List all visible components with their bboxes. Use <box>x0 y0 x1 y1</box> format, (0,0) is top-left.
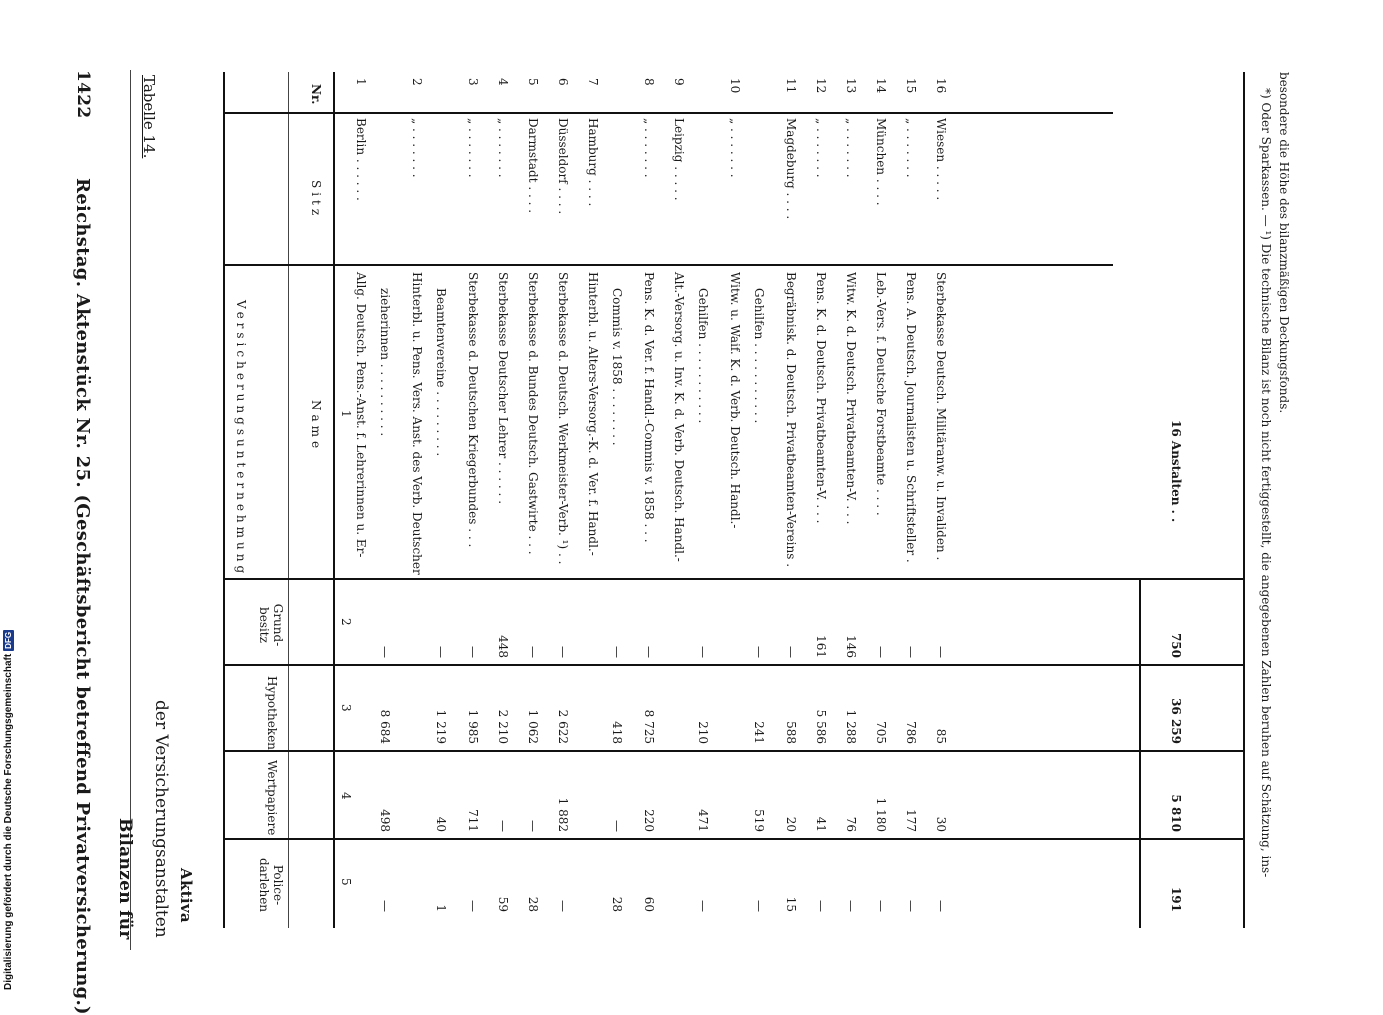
sep-sitz-name <box>225 264 1113 266</box>
row-sitz: Hamburg . . . . <box>586 118 600 207</box>
row-name-line-1: Pens. K. d. Deutsch. Privatbeamten-V. . . . <box>814 272 828 524</box>
sep-nr-sitz <box>225 112 1113 114</box>
row-nr: 3 <box>466 78 480 86</box>
col-3-number: 3 <box>339 704 353 712</box>
row-policedarlehen: — <box>696 900 710 912</box>
row-nr: 10 <box>728 78 742 94</box>
col-grund-header: Grund-besitz <box>257 603 285 647</box>
sep-grund-hyp <box>225 664 1243 666</box>
row-name-line-1: Sterbekasse d. Bundes Deutsch. Gastwirte . . . <box>526 272 540 555</box>
row-grundbesitz: — <box>874 646 888 658</box>
row-name-line-1: Sterbekasse Deutscher Lehrer . . . . . . <box>496 272 510 505</box>
row-hypotheken: 85 <box>934 728 948 744</box>
row-hypotheken: 8 684 <box>378 709 392 744</box>
row-name-line-1: Sterbekasse d. Deutsch. Werkmeister-Verb. ¹) . . <box>556 272 570 565</box>
row-grundbesitz: — <box>934 646 948 658</box>
row-nr: 1 <box>354 78 368 86</box>
total-pol: 191 <box>1169 886 1183 912</box>
row-wertpapiere: 40 <box>434 816 448 832</box>
subtitle-right-2: der Versicherungsanstalten <box>151 700 171 938</box>
row-policedarlehen: 28 <box>526 896 540 912</box>
page-number: 1422 <box>73 70 93 119</box>
row-hypotheken: 705 <box>874 721 888 744</box>
row-nr: 2 <box>410 78 424 86</box>
row-hypotheken: 8 725 <box>642 709 656 744</box>
row-nr: 8 <box>642 78 656 86</box>
col-1-number: 1 <box>339 410 353 418</box>
row-grundbesitz: — <box>526 646 540 658</box>
row-nr: 4 <box>496 78 510 86</box>
row-name-line-1: Pens. K. d. Ver. f. Handl.-Commis v. 1858 . . . <box>642 272 656 543</box>
table-label: Tabelle 14. <box>140 75 158 159</box>
row-sitz: „ . . . . . . . <box>728 118 742 178</box>
row-sitz: Leipzig . . . . . <box>672 118 686 201</box>
row-sitz: Darmstadt . . . . <box>526 118 540 214</box>
row-name-line-1: Witw. K. d. Deutsch. Privatbeamten-V. . . . <box>844 272 858 525</box>
row-wertpapiere: 519 <box>752 809 766 832</box>
row-hypotheken: 588 <box>784 721 798 744</box>
row-hypotheken: 786 <box>904 721 918 744</box>
row-grundbesitz: 448 <box>496 635 510 658</box>
row-nr: 12 <box>814 78 828 94</box>
row-grundbesitz: — <box>434 646 448 658</box>
row-hypotheken: 418 <box>610 721 624 744</box>
total-rule <box>1139 578 1141 928</box>
dfg-logo: DFG <box>4 631 13 649</box>
total-label: 16 Anstalten . . <box>1169 420 1183 523</box>
row-policedarlehen: — <box>934 900 948 912</box>
row-grundbesitz: — <box>610 646 624 658</box>
row-grundbesitz: — <box>466 646 480 658</box>
row-sitz: „ . . . . . . . <box>904 118 918 178</box>
footnote-line-1: *) Oder Sparkassen. — ¹) Die technische Bilanz ist noch nicht fertiggestellt, die angegebenen Zahlen beruhen auf Schätzung, ins- <box>1259 88 1273 878</box>
row-policedarlehen: — <box>556 900 570 912</box>
row-wertpapiere: 498 <box>378 809 392 832</box>
table-bottom-rule <box>1243 72 1245 928</box>
row-policedarlehen: — <box>814 900 828 912</box>
row-wertpapiere: — <box>610 820 624 832</box>
row-hypotheken: 1 219 <box>434 709 448 744</box>
col-2-number: 2 <box>339 618 353 626</box>
row-name-line-1: Alt.-Versorg. u. Inv. K. d. Verb. Deutsch. Handl.- <box>672 272 686 562</box>
row-name-line-1: Hinterbl. u. Alters-Versorg.-K. d. Ver. f. Handl.- <box>586 272 600 556</box>
row-wertpapiere: 76 <box>844 816 858 832</box>
row-wertpapiere: — <box>526 820 540 832</box>
row-policedarlehen: — <box>874 900 888 912</box>
row-name-line-2: Gehilfen . . . . . . . . . . . <box>696 288 710 424</box>
row-wertpapiere: — <box>496 820 510 832</box>
row-sitz: München . . . . <box>874 118 888 206</box>
group-header: Versicherungsunternehmung <box>234 300 248 578</box>
col-pol-header: Police-darlehen <box>257 857 285 913</box>
row-nr: 5 <box>526 78 540 86</box>
row-name-line-2: Gehilfen . . . . . . . . . . . <box>752 288 766 424</box>
total-grund: 750 <box>1169 632 1183 658</box>
page-title: Reichstag. Aktenstück Nr. 25. (Geschäftsbericht betreffend Privatversicherung.) <box>72 178 93 1015</box>
row-policedarlehen: 1 <box>434 904 448 912</box>
row-name-line-1: Pens. A. Deutsch. Journalisten u. Schriftsteller . <box>904 272 918 563</box>
row-nr: 7 <box>586 78 600 86</box>
col-5-number: 5 <box>339 878 353 886</box>
row-name-line-1: Begräbnisk. d. Deutsch. Privatbeamten-Vereins . <box>784 272 798 568</box>
row-wertpapiere: 220 <box>642 809 656 832</box>
row-sitz: Berlin . . . . . . <box>354 118 368 201</box>
credit-text: Digitalisierung gefördert durch die Deutsche Forschungsgemeinschaft <box>3 653 14 990</box>
row-policedarlehen: 15 <box>784 896 798 912</box>
col-4-number: 4 <box>339 792 353 800</box>
digitization-credit <box>3 630 14 990</box>
row-nr: 15 <box>904 78 918 94</box>
section-aktiva: Aktiva <box>177 868 195 923</box>
row-policedarlehen: 60 <box>642 896 656 912</box>
row-grundbesitz: — <box>378 646 392 658</box>
row-wertpapiere: 471 <box>696 809 710 832</box>
row-hypotheken: 5 586 <box>814 709 828 744</box>
row-policedarlehen: — <box>752 900 766 912</box>
row-grundbesitz: — <box>642 646 656 658</box>
row-nr: 14 <box>874 78 888 94</box>
row-hypotheken: 241 <box>752 721 766 744</box>
row-hypotheken: 210 <box>696 721 710 744</box>
row-grundbesitz: — <box>556 646 570 658</box>
subtitle-right-1: Bilanzen für <box>115 818 135 940</box>
row-nr: 11 <box>784 78 798 94</box>
col-hyp-header: Hypotheken <box>265 676 279 750</box>
row-policedarlehen: 59 <box>496 896 510 912</box>
table-header-rule <box>288 72 289 928</box>
row-sitz: „ . . . . . . . <box>466 118 480 178</box>
footnote-line-2: besondere die Höhe des bilanzmäßigen Deckungsfonds. <box>1277 72 1291 414</box>
row-name-line-2: Beamtenvereine . . . . . . . . . <box>434 288 448 457</box>
row-name-line-1: Hinterbl. u. Pens. Vers. Anst. des Verb. Deutscher <box>410 272 424 575</box>
row-policedarlehen: — <box>378 900 392 912</box>
table-colnum-rule <box>333 72 335 928</box>
row-grundbesitz: — <box>752 646 766 658</box>
row-name-line-1: Allg. Deutsch. Pens.-Anst. f. Lehrerinnen u. Er- <box>354 272 368 558</box>
row-nr: 13 <box>844 78 858 94</box>
row-name-line-1: Witw. u. Waif. K. d. Verb. Deutsch. Handl.- <box>728 272 742 529</box>
row-policedarlehen: — <box>466 900 480 912</box>
col-wert-header: Wertpapiere <box>265 760 279 836</box>
row-policedarlehen: — <box>844 900 858 912</box>
row-sitz: Wiesen . . . . . <box>934 118 948 201</box>
row-nr: 9 <box>672 78 686 86</box>
row-grundbesitz: — <box>904 646 918 658</box>
sep-hyp-wert <box>225 750 1243 752</box>
col-name-header: Name <box>309 400 323 453</box>
table-top-rule <box>223 72 225 928</box>
row-grundbesitz: — <box>784 646 798 658</box>
row-nr: 6 <box>556 78 570 86</box>
row-hypotheken: 1 288 <box>844 709 858 744</box>
row-sitz: „ . . . . . . . <box>410 118 424 178</box>
row-name-line-2: Commis v. 1858 . . . . . . . . <box>610 288 624 446</box>
row-name-line-1: Sterbekasse Deutsch. Militäranw. u. Invaliden . <box>934 272 948 561</box>
row-name-line-1: Sterbekasse d. Deutschen Kriegerbundes . . . <box>466 272 480 548</box>
row-hypotheken: 2 622 <box>556 709 570 744</box>
row-policedarlehen: 28 <box>610 896 624 912</box>
row-hypotheken: 1 985 <box>466 709 480 744</box>
row-wertpapiere: 711 <box>466 809 480 832</box>
row-name-line-1: Leb.-Vers. f. Deutsche Forstbeamte . . . . <box>874 272 888 516</box>
row-policedarlehen: — <box>904 900 918 912</box>
row-wertpapiere: 1 180 <box>874 797 888 832</box>
col-nr-header: Nr. <box>309 84 323 105</box>
total-wert: 5 810 <box>1169 794 1183 832</box>
row-wertpapiere: 177 <box>904 809 918 832</box>
row-sitz: „ . . . . . . . <box>844 118 858 178</box>
row-sitz: „ . . . . . . . <box>642 118 656 178</box>
total-hyp: 36 259 <box>1169 698 1183 744</box>
row-wertpapiere: 1 882 <box>556 797 570 832</box>
row-sitz: „ . . . . . . . <box>496 118 510 178</box>
row-grundbesitz: 161 <box>814 635 828 658</box>
row-name-line-2: zieherinnen . . . . . . . . . . <box>378 288 392 437</box>
row-sitz: Düsseldorf . . . . <box>556 118 570 215</box>
row-hypotheken: 2 210 <box>496 709 510 744</box>
sep-wert-pol <box>225 838 1243 840</box>
row-sitz: „ . . . . . . . <box>814 118 828 178</box>
row-nr: 16 <box>934 78 948 94</box>
row-sitz: Magdeburg . . . . <box>784 118 798 220</box>
row-grundbesitz: — <box>696 646 710 658</box>
row-grundbesitz: 146 <box>844 635 858 658</box>
row-wertpapiere: 30 <box>934 816 948 832</box>
col-sitz-header: Sitz <box>309 180 323 220</box>
row-wertpapiere: 41 <box>814 816 828 832</box>
row-wertpapiere: 20 <box>784 816 798 832</box>
sep-name-grund <box>225 578 1243 580</box>
row-hypotheken: 1 062 <box>526 709 540 744</box>
